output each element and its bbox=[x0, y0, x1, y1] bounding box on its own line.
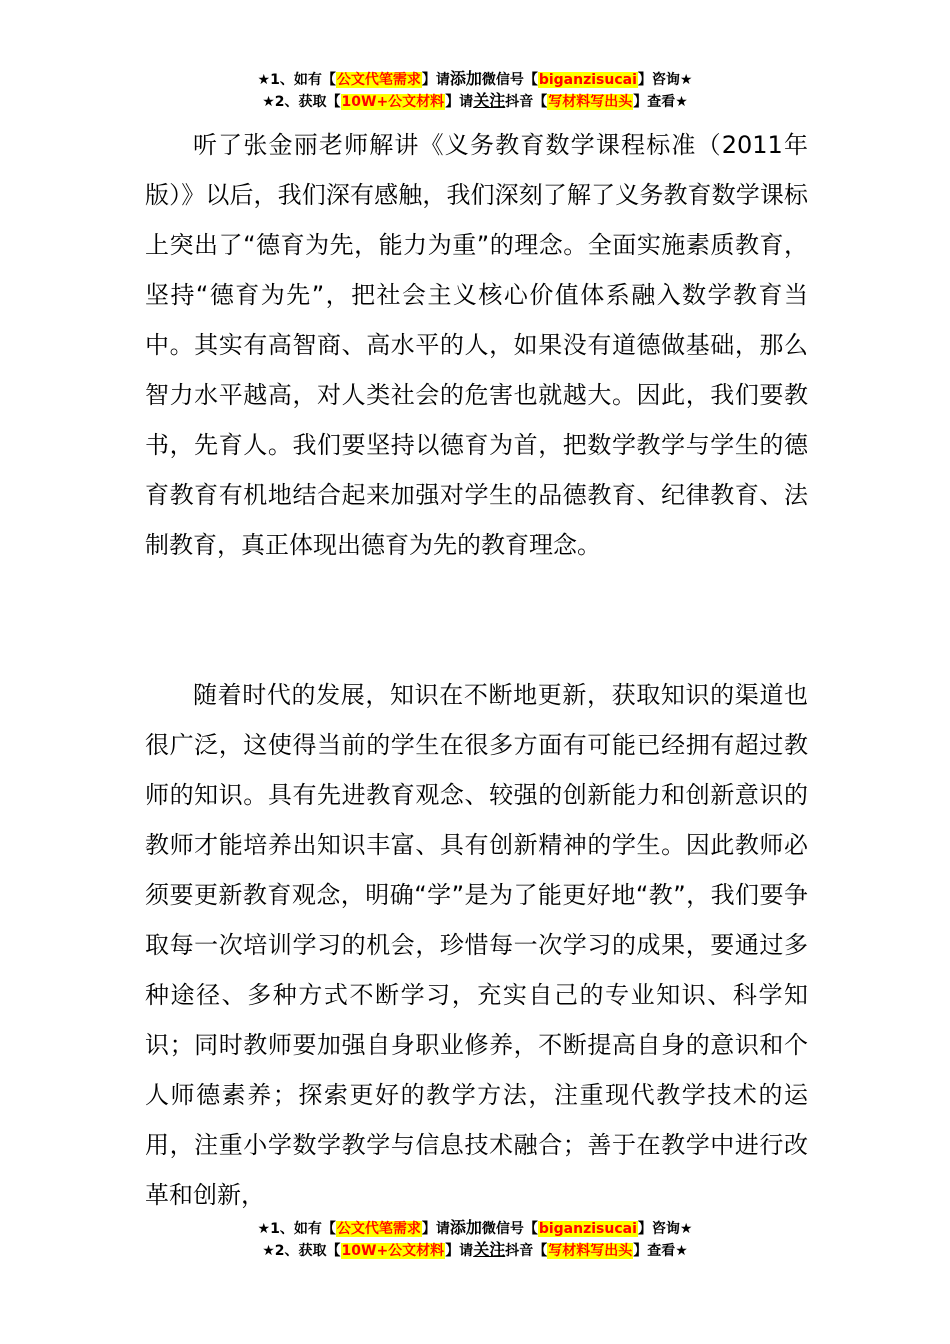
banner-text: ★1、如有【 bbox=[257, 72, 336, 88]
banner-emphasis: 添加 bbox=[449, 1218, 482, 1237]
banner-line-2 bbox=[0, 90, 950, 112]
highlight-service: 公文代笔需求 bbox=[336, 1221, 421, 1237]
banner-line-2 bbox=[0, 1239, 950, 1261]
banner-emphasis: 添加 bbox=[449, 69, 482, 88]
banner-text: 】咨询★ bbox=[637, 72, 693, 88]
banner-text: 】查看★ bbox=[633, 94, 688, 110]
banner-text: 抖音【 bbox=[505, 1243, 548, 1259]
paragraph-1: 听了张金丽老师解讲《义务教育数学课程标准（2011年版）》以后，我们深有感触，我们深刻了解了义务教育数学课标上突出了“德育为先，能力为重”的理念。全面实施素质教育，坚持“德育为先”，把社会主义核心价值体系融入数学教育当中。其实有高智商、高水平的人，如果没有道德做基础，那么智力水平越高，对人类社会的危害也就越大。因此，我们要教书，先育人。我们要坚持以德育为首，把数学教学与学生的德育教育有机地结合起来加强对学生的品德教育、纪律教育、法制教育，真正体现出德育为先的教育理念。 bbox=[145, 131, 808, 559]
highlight-wechat-id: biganzisucai bbox=[538, 72, 637, 88]
highlight-service: 公文代笔需求 bbox=[336, 72, 421, 88]
banner-text: 】请 bbox=[445, 1243, 474, 1259]
banner-text: 】请 bbox=[445, 94, 474, 110]
banner-line-1 bbox=[0, 1217, 950, 1239]
banner-text: ★2、获取【 bbox=[262, 1243, 341, 1259]
banner-text: 】请 bbox=[421, 1221, 450, 1237]
highlight-douyin-id: 写材料写出头 bbox=[548, 1243, 633, 1259]
banner-text: 微信号【 bbox=[481, 1221, 538, 1237]
footer-banner bbox=[0, 1217, 950, 1261]
banner-emphasis: 关注 bbox=[473, 1240, 506, 1259]
banner-emphasis: 关注 bbox=[473, 91, 506, 110]
banner-text: 】咨询★ bbox=[637, 1221, 693, 1237]
highlight-wechat-id: biganzisucai bbox=[538, 1221, 637, 1237]
banner-line-1 bbox=[0, 68, 950, 90]
banner-text: 抖音【 bbox=[505, 94, 548, 110]
banner-text: 】请 bbox=[421, 72, 450, 88]
banner-text: ★2、获取【 bbox=[262, 94, 341, 110]
banner-text: 】查看★ bbox=[633, 1243, 688, 1259]
banner-text: 微信号【 bbox=[481, 72, 538, 88]
highlight-materials: 10W+公文材料 bbox=[341, 94, 445, 110]
highlight-materials: 10W+公文材料 bbox=[341, 1243, 445, 1259]
highlight-douyin-id: 写材料写出头 bbox=[548, 94, 633, 110]
header-banner bbox=[0, 68, 950, 112]
banner-text: ★1、如有【 bbox=[257, 1221, 336, 1237]
paragraph-2: 随着时代的发展，知识在不断地更新，获取知识的渠道也很广泛，这使得当前的学生在很多方面有可能已经拥有超过教师的知识。具有先进教育观念、较强的创新能力和创新意识的教师才能培养出知识丰富、具有创新精神的学生。因此教师必须要更新教育观念，明确“学”是为了能更好地“教”，我们要争取每一次培训学习的机会，珍惜每一次学习的成果，要通过多种途径、多种方式不断学习，充实自己的专业知识、科学知识；同时教师要加强自身职业修养，不断提高自身的意识和个人师德素养；探索更好的教学方法，注重现代教学技术的运用，注重小学数学教学与信息技术融合；善于在教学中进行改革和创新， bbox=[145, 681, 808, 1209]
